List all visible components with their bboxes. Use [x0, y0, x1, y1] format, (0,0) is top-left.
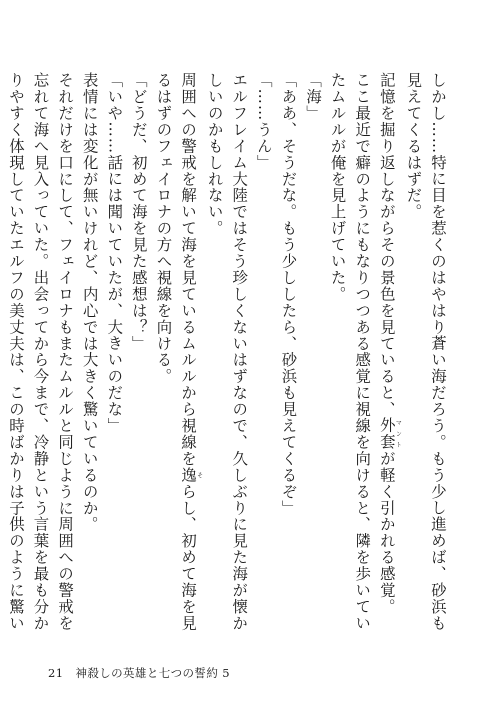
page-footer [48, 665, 230, 681]
paragraph-5: 「ああ、そうだな。もう少ししたら、砂浜も見えてくるぞ」 [279, 72, 298, 517]
ruby-mantle-base: 外套 [377, 417, 396, 451]
ruby-soko-reading: そ [195, 466, 203, 484]
ruby-mantle-reading: マント [394, 417, 402, 451]
paragraph-10: 「いや……話には聞いていたが、大きいのだな」 [105, 72, 124, 434]
paragraph-8 [151, 72, 202, 646]
ruby-soko [179, 466, 203, 484]
paragraph-3: ここ最近で癖のようにもなりつつある感覚に視線を向けると、隣を歩いていたムルルが俺を見上げていた。 [328, 72, 372, 632]
ruby-soko-base: 逸 [179, 466, 198, 484]
ruby-mantle [377, 417, 402, 451]
paragraph-8-part-a: 周囲への警戒を解いて海を見ているムルルから視線を [179, 72, 198, 467]
paragraph-9: 「どうだ、初めて海を見た感想は？」 [129, 72, 148, 352]
paragraph-2-part-b: が軽く引かれる感覚。 [377, 450, 396, 615]
paragraph-7: エルフレイム大陸ではそう珍しくないはずなので、久しぶりに見た海が懐かしいのかもしれない。 [205, 72, 249, 632]
paragraph-12: それだけを口にして、フェイロナもまたムルルと同じように周囲への警戒を忘れて海へ見入っていた。出会ってから今まで、冷静という言葉を最も分かりやすく体現していたエルフの美丈夫は、この時ばかりは子供のように驚い [6, 72, 75, 632]
paragraph-11: 表情には変化が無いけれど、内心では大きく驚いているのか。 [80, 72, 99, 533]
paragraph-2-part-a: 記憶を掘り返しながらその景色を見ていると、 [377, 72, 396, 418]
paragraph-6: 「……うん」 [254, 72, 273, 171]
book-title: 神殺しの英雄と七つの誓約 5 [75, 666, 231, 680]
paragraph-1: しかし……特に目を惹くのはやはり蒼い海だろう。もう少し進めば、砂浜も見えてくるはずだ。 [404, 72, 447, 632]
page-number: 21 [48, 666, 64, 680]
paragraph-2 [374, 72, 401, 646]
paragraph-4: 「海」 [304, 72, 323, 122]
vertical-text-body [6, 72, 450, 646]
paragraph-8-part-b: らし、初めて海を見るはずのフェイロナの方へ視線を向ける。 [154, 72, 198, 632]
